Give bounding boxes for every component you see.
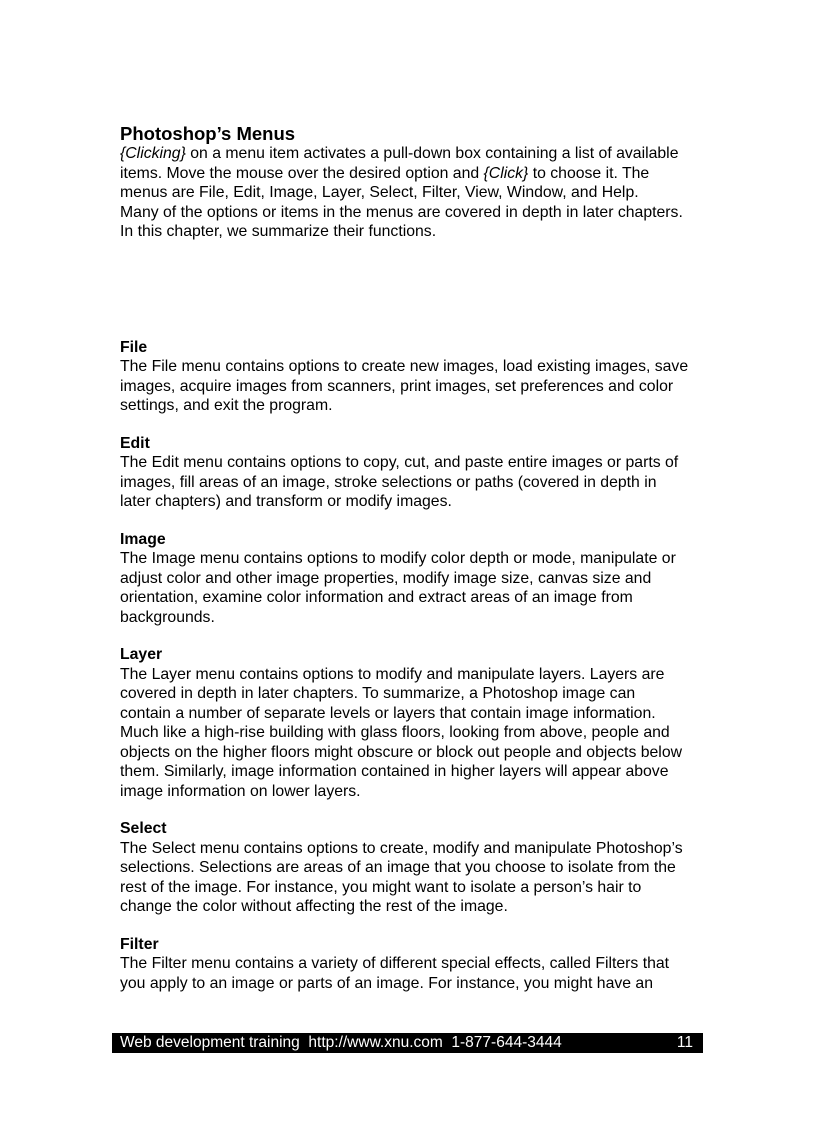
section-heading-image: Image [120,530,166,548]
section-body-layer: The Layer menu contains options to modify and manipulate layers. Layers are covered in depth in later chapters. To summarize, a Photoshop image can contain a number of separate levels or layers that contain image information. Much like a high-rise building with glass floors, looking from above, people and objects on the higher floors might obscure or block out people and objects below them. Similarly, image information contained in higher layers will appear above image information on lower layers. [120,665,683,800]
section-body-edit: The Edit menu contains options to copy, cut, and paste entire images or parts of images, fill areas of an image, stroke selections or paths (covered in depth in later chapters) and transform or modify images. [120,454,679,510]
intro-text-part-2: to choose it. The menus are File, Edit, Image, Layer, Select, Filter, View, Window, and Help. Many of the options or items in the menus are covered in depth in later chapters. In this chapter, we summarize their functions. [120,164,683,240]
page-number: 11 [676,1034,693,1051]
section-edit [120,434,705,512]
section-heading-filter: Filter [120,935,159,953]
section-filter [120,935,705,994]
section-layer [120,645,705,801]
section-body-filter: The Filter menu contains a variety of different special effects, called Filters that you apply to an image or parts of an image. For instance, you might have an [120,955,670,992]
section-body-file: The File menu contains options to create new images, load existing images, save images, acquire images from scanners, print images, set preferences and color settings, and exit the program. [120,358,689,414]
page-title: Photoshop’s Menus [120,123,296,144]
section-select [120,819,705,917]
section-heading-file: File [120,338,148,356]
section-image [120,530,705,628]
clicking-term: {Clicking} [120,145,186,162]
section-body-select: The Select menu contains options to create, modify and manipulate Photoshop’s selections. Selections are areas of an image that you choose to isolate from the rest of the image. For instance, you might want to isolate a person’s hair to change the color without affecting the rest of the image. [120,839,683,915]
section-file [120,338,705,416]
click-term: {Click} [483,164,529,182]
intro-paragraph [120,144,705,242]
intro-text-part-1: on a menu item activates a pull-down box containing a list of available items. Move the mouse over the desired option and [120,145,679,182]
footer-bar [112,1033,703,1053]
section-heading-select: Select [120,820,167,837]
footer-text: Web development training http://www.xnu.com 1-877-644-3444 [120,1034,562,1051]
section-heading-edit: Edit [120,434,150,452]
section-heading-layer: Layer [120,646,163,663]
section-body-image: The Image menu contains options to modify color depth or mode, manipulate or adjust color and other image properties, modify image size, canvas size and orientation, examine color information and extract areas of an image from backgrounds. [120,550,676,626]
page-content [120,123,705,1011]
